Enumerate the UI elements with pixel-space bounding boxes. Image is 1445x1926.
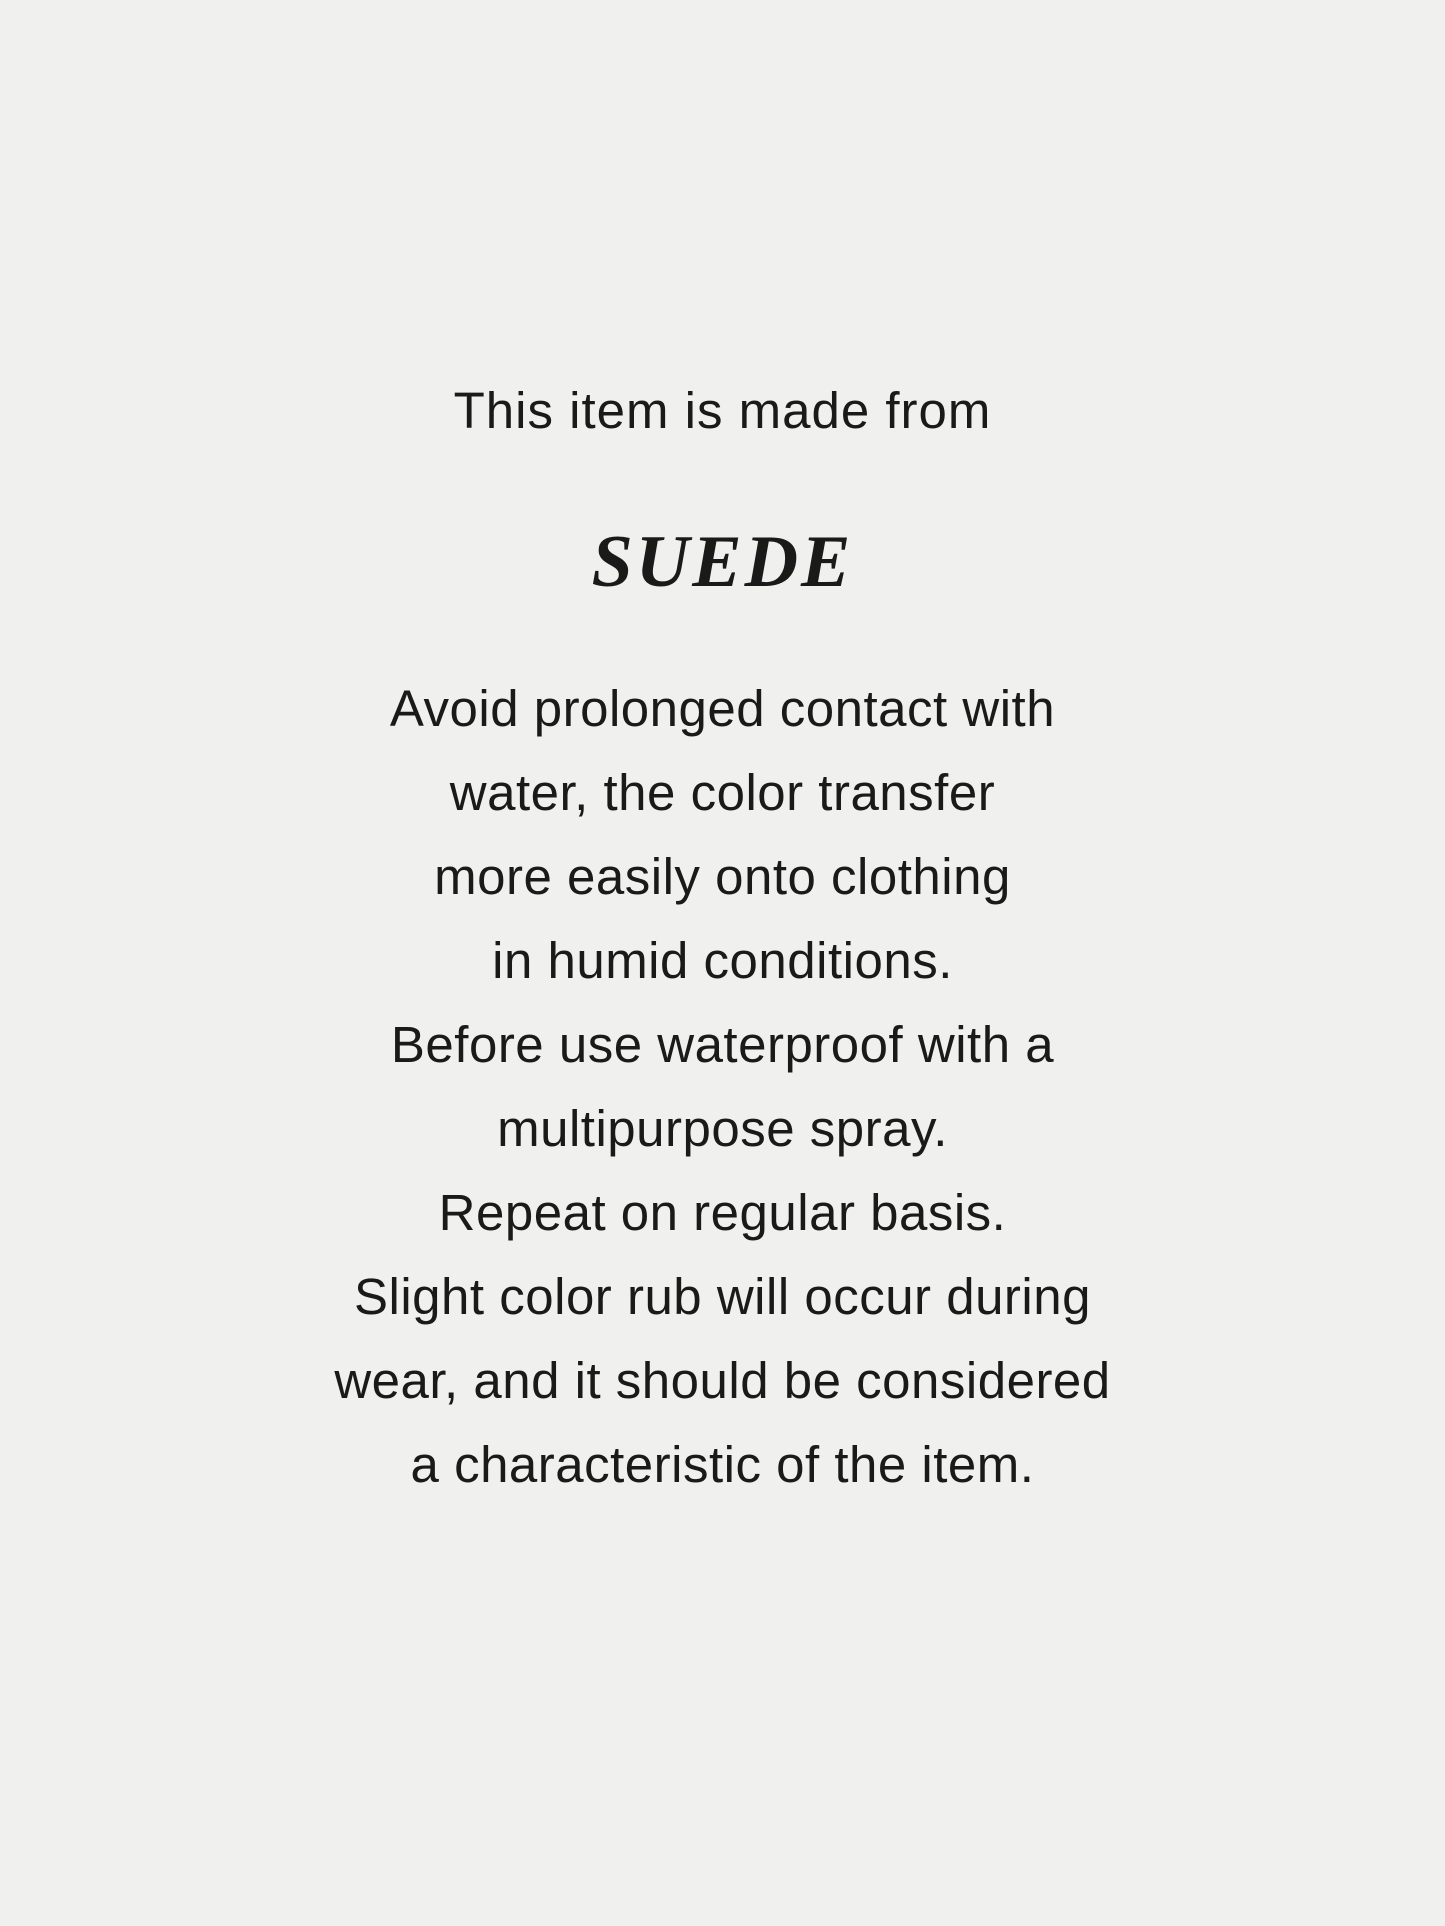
care-line: water, the color transfer [449, 764, 996, 821]
material-name: SUEDE [591, 521, 854, 603]
care-line: Repeat on regular basis. [438, 1184, 1007, 1241]
care-line: Slight color rub will occur during [354, 1268, 1091, 1325]
care-line: more easily onto clothing [434, 848, 1011, 905]
care-line: in humid conditions. [492, 932, 953, 989]
care-line: wear, and it should be considered [334, 1352, 1111, 1409]
care-text [0, 667, 1445, 1507]
care-line: Before use waterproof with a [390, 1016, 1055, 1073]
care-line: multipurpose spray. [497, 1100, 948, 1157]
intro-text: This item is made from [453, 382, 992, 439]
care-line: a characteristic of the item. [410, 1436, 1035, 1493]
care-line: Avoid prolonged contact with [389, 680, 1056, 737]
